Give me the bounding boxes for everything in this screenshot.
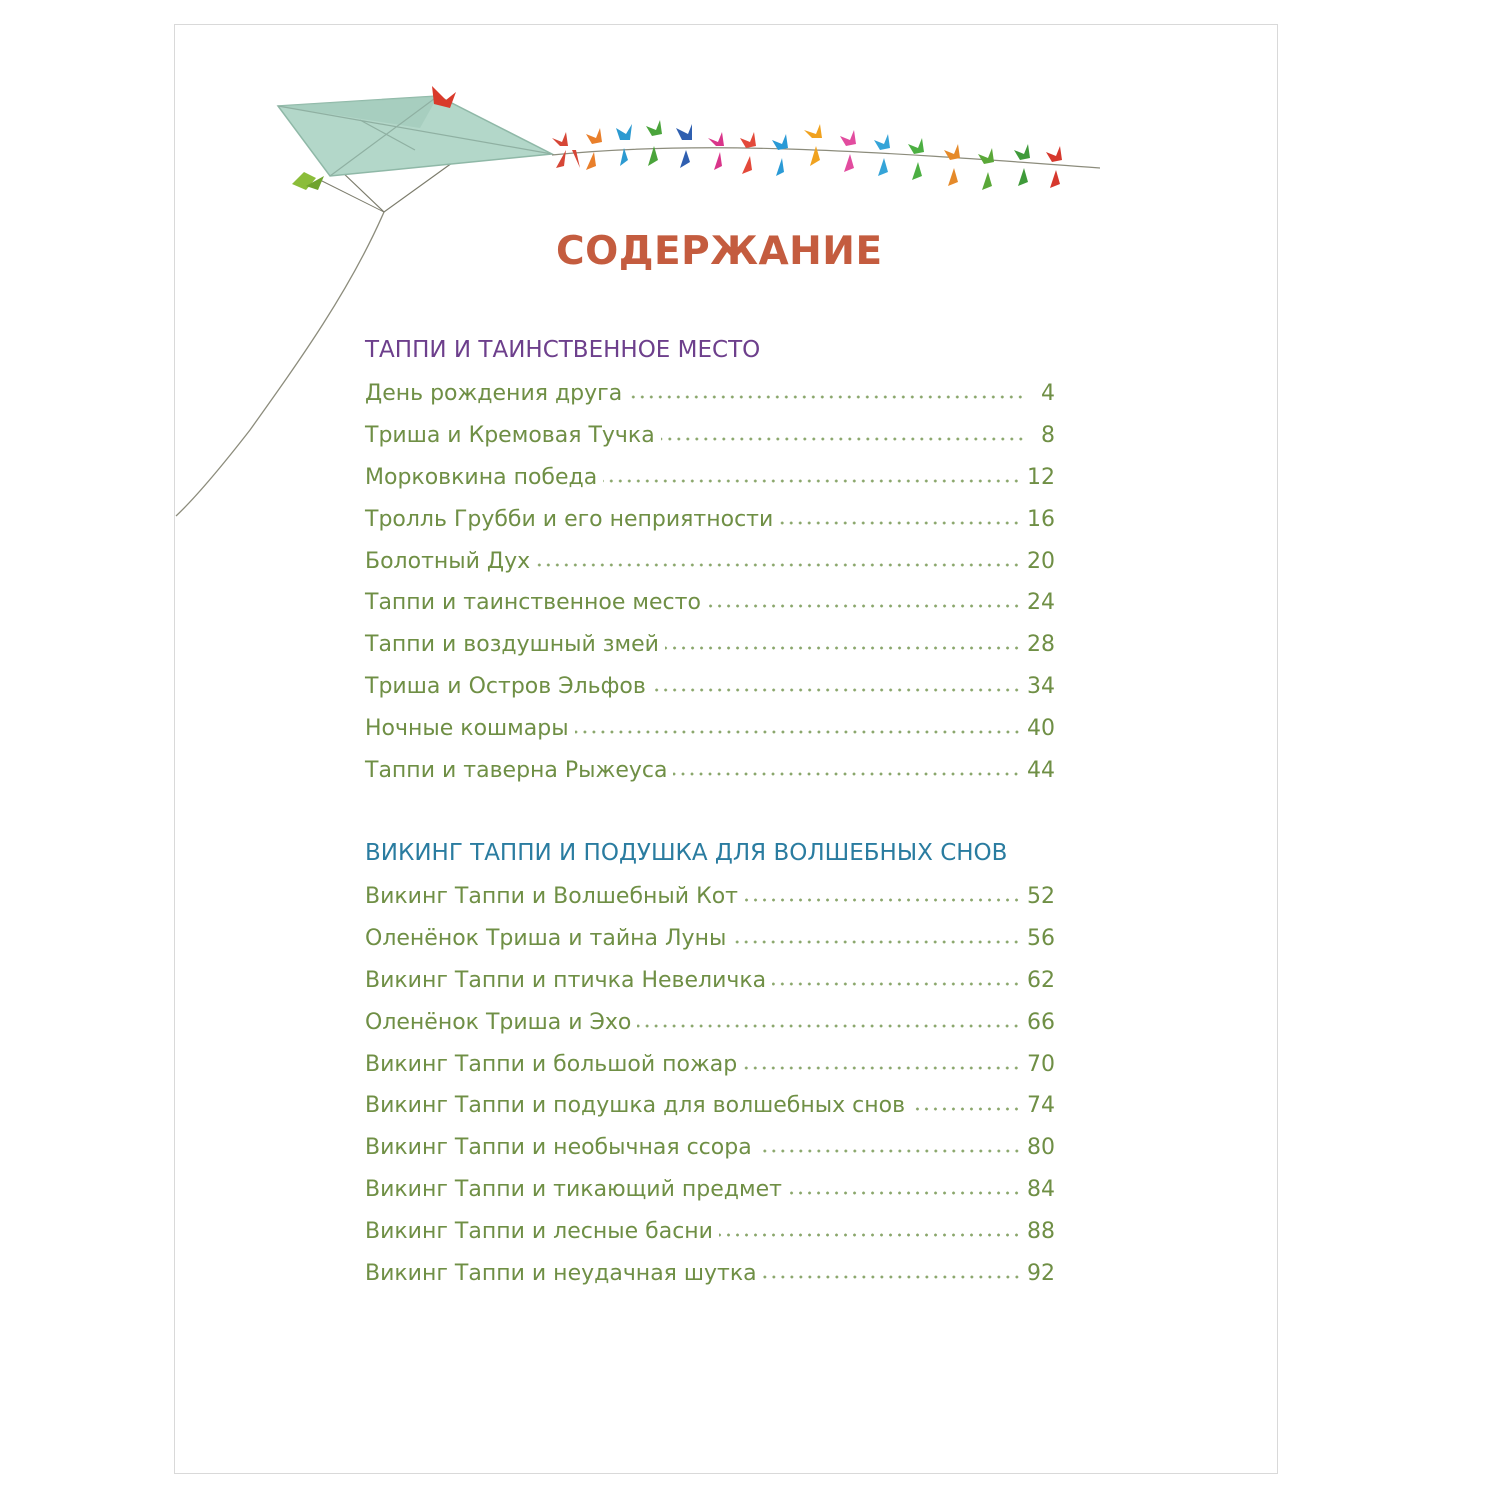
toc-entry-title: Тролль Грубби и его неприятности — [365, 506, 774, 532]
toc-entry-page-number: 40 — [1027, 716, 1055, 742]
toc-entry-title: Викинг Таппи и неудачная шутка — [365, 1261, 757, 1287]
dot-leader — [628, 380, 1025, 400]
toc-entry-title: Триша и Кремовая Тучка — [365, 422, 655, 448]
toc-entry-title: Ночные кошмары — [365, 716, 569, 742]
dot-leader — [661, 422, 1025, 442]
toc-entry[interactable] — [365, 585, 1055, 627]
toc-entry-page-number: 56 — [1027, 925, 1055, 951]
toc-entry[interactable] — [365, 963, 1055, 1005]
toc-entry[interactable] — [365, 711, 1055, 753]
toc-entry-page-number: 70 — [1027, 1051, 1055, 1077]
toc-entry[interactable] — [365, 753, 1055, 795]
toc-entry-title: Викинг Таппи и подушка для волшебных снов — [365, 1093, 906, 1119]
toc-entry[interactable] — [365, 1005, 1055, 1047]
toc-entry[interactable] — [365, 1214, 1055, 1256]
toc-entry-title: Викинг Таппи и лесные басни — [365, 1219, 713, 1245]
toc-entry-page-number: 84 — [1027, 1177, 1055, 1203]
toc-entry[interactable] — [365, 1088, 1055, 1130]
dot-leader — [575, 715, 1021, 735]
toc-entry-page-number: 44 — [1027, 758, 1055, 784]
toc-entry-page-number: 52 — [1027, 884, 1055, 909]
dot-leader — [707, 589, 1021, 609]
toc-entry-page-number: 62 — [1027, 967, 1055, 993]
toc-entry-page-number: 12 — [1027, 464, 1055, 490]
toc-entry-page-number: 16 — [1027, 506, 1055, 532]
toc-entry-title: Викинг Таппи и Волшебный Кот — [365, 884, 738, 909]
toc-list-section-2 — [365, 879, 1055, 1298]
dot-leader — [743, 1051, 1021, 1071]
toc-entry-page-number: 34 — [1027, 674, 1055, 700]
toc-entry-page-number: 66 — [1027, 1009, 1055, 1035]
toc-entry-title: Таппи и таинственное место — [365, 590, 701, 616]
toc-entry[interactable] — [365, 921, 1055, 963]
toc-entry-title: Оленёнок Триша и тайна Луны — [365, 925, 727, 951]
dot-leader — [772, 967, 1021, 987]
dot-leader — [652, 673, 1021, 693]
dot-leader — [603, 464, 1021, 484]
dot-leader — [758, 1134, 1021, 1154]
toc-entry-page-number: 8 — [1041, 422, 1055, 448]
toc-entry-title: Викинг Таппи и птичка Невеличка — [365, 967, 767, 993]
dot-leader — [665, 631, 1021, 651]
dot-leader — [637, 1009, 1021, 1029]
toc-entry[interactable] — [365, 1047, 1055, 1089]
toc-entry[interactable] — [365, 544, 1055, 586]
toc-entry-title: Таппи и таверна Рыжеуса — [365, 758, 668, 784]
toc-entry-page-number: 88 — [1027, 1219, 1055, 1245]
toc-entry-title: Оленёнок Триша и Эхо — [365, 1009, 632, 1035]
dot-leader — [788, 1176, 1021, 1196]
dot-leader — [719, 1218, 1021, 1238]
toc-entry-title: Морковкина победа — [365, 464, 598, 490]
toc-entry-page-number: 80 — [1027, 1135, 1055, 1161]
toc-entry-page-number: 24 — [1027, 590, 1055, 616]
section-heading-2: ВИКИНГ ТАППИ И ПОДУШКА ДЛЯ ВОЛШЕБНЫХ СНОВ — [365, 840, 1008, 866]
dot-leader — [779, 506, 1021, 526]
toc-entry-page-number: 28 — [1027, 632, 1055, 658]
toc-entry-title: Викинг Таппи и тикающий предмет — [365, 1177, 782, 1203]
toc-entry[interactable] — [365, 1172, 1055, 1214]
dot-leader — [744, 883, 1021, 903]
section-heading-1: ТАППИ И ТАИНСТВЕННОЕ МЕСТО — [365, 337, 761, 363]
toc-entry[interactable] — [365, 418, 1055, 460]
toc-entry[interactable] — [365, 1130, 1055, 1172]
toc-list-section-1 — [365, 376, 1055, 795]
toc-entry[interactable] — [365, 502, 1055, 544]
dot-leader — [732, 925, 1021, 945]
toc-entry-page-number: 20 — [1027, 548, 1055, 574]
dot-leader — [536, 548, 1021, 568]
toc-entry-page-number: 4 — [1041, 381, 1055, 406]
dot-leader — [763, 1260, 1021, 1280]
toc-entry-title: Таппи и воздушный змей — [365, 632, 659, 658]
toc-entry[interactable] — [365, 879, 1055, 921]
toc-entry-title: Викинг Таппи и необычная ссора — [365, 1135, 752, 1161]
toc-entry-page-number: 92 — [1027, 1261, 1055, 1287]
toc-entry[interactable] — [365, 376, 1055, 418]
dot-leader — [911, 1092, 1021, 1112]
toc-entry[interactable] — [365, 627, 1055, 669]
page-title: СОДЕРЖАНИЕ — [556, 229, 883, 274]
toc-entry-title: Викинг Таппи и большой пожар — [365, 1051, 738, 1077]
toc-entry[interactable] — [365, 1256, 1055, 1298]
dot-leader — [673, 757, 1021, 777]
toc-entry[interactable] — [365, 460, 1055, 502]
toc-entry-page-number: 74 — [1027, 1093, 1055, 1119]
toc-entry[interactable] — [365, 669, 1055, 711]
toc-entry-title: День рождения друга — [365, 381, 623, 406]
toc-entry-title: Триша и Остров Эльфов — [365, 674, 646, 700]
toc-entry-title: Болотный Дух — [365, 548, 531, 574]
